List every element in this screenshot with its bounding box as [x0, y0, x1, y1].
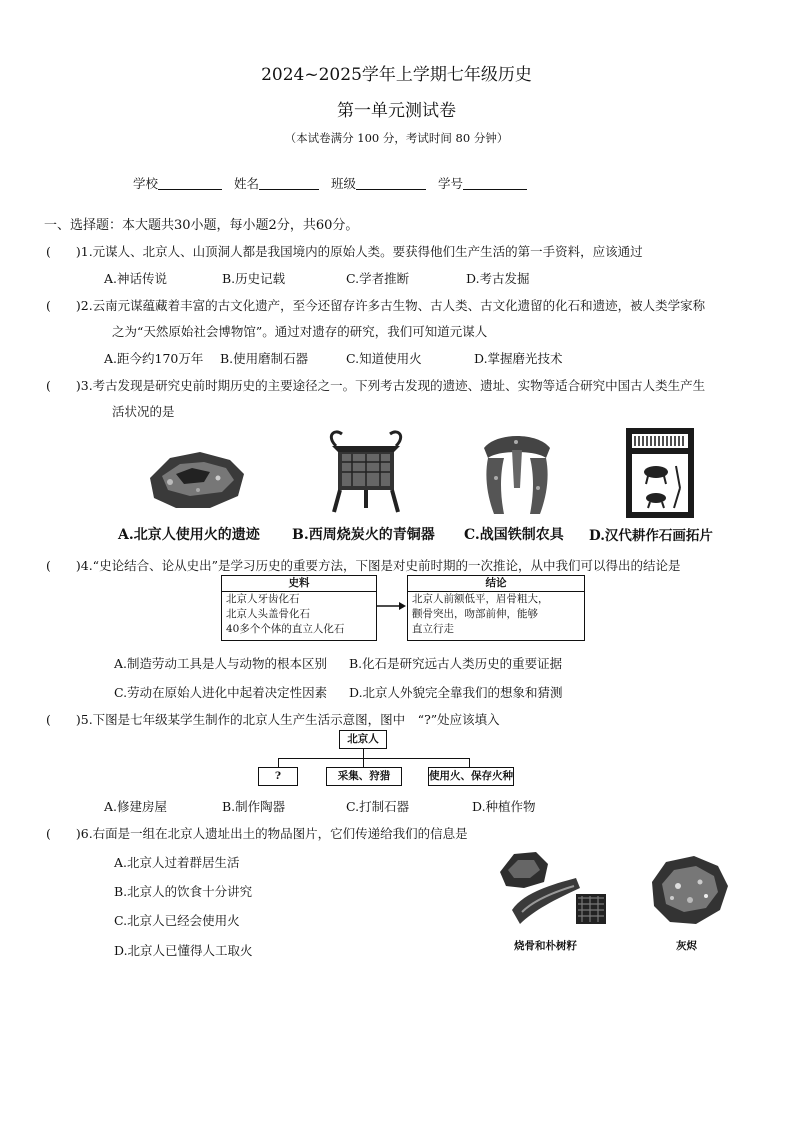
q3-stem-line1: ( )3.考古发现是研究史前时期历史的主要途径之一。下列考古发现的遗迹、遗址、实物等适合研究中国古人类生产生 [46, 378, 706, 393]
school-label: 学校 [133, 176, 159, 191]
name-blank[interactable] [259, 177, 319, 190]
fire-remains-image [140, 438, 252, 514]
q4-stem: ( )4.“史论结合、论从史出”是学习历史的重要方法，下图是对史前时期的一次推论，从中我们可以得出的结论是 [46, 558, 681, 573]
ash-caption: 灰烬 [676, 940, 697, 952]
q3-caption-d[interactable]: D.汉代耕作石画拓片 [589, 528, 713, 544]
exam-title: 2024~2025学年上学期七年级历史 [261, 65, 532, 85]
q2-option-b[interactable]: B.使用磨制石器 [220, 351, 309, 366]
q6-option-b[interactable]: B.北京人的饮食十分讲究 [114, 884, 253, 899]
ash-image [644, 852, 732, 932]
tree-fire-node: 使用火、保存火种 [428, 767, 514, 786]
tree-blank-node[interactable]: ? [258, 767, 298, 786]
q3-caption-b[interactable]: B.西周烧炭火的青铜器 [292, 527, 435, 543]
tree-connector [278, 758, 279, 767]
exam-note: （本试卷满分 100 分，考试时间 80 分钟） [284, 131, 509, 145]
number-blank[interactable] [463, 177, 527, 190]
conclusion-line-3: 直立行走 [412, 623, 454, 635]
q2-option-c[interactable]: C.知道使用火 [346, 351, 422, 366]
q5-option-d[interactable]: D.种植作物 [472, 799, 536, 814]
source-line-2: 北京人头盖骨化石 [226, 608, 310, 620]
q2-stem-line2: 之为“天然原始社会博物馆”。通过对遗存的研究，我们可知道元谋人 [112, 324, 488, 339]
source-line-1: 北京人牙齿化石 [226, 593, 300, 605]
section-heading: 一、选择题：本大题共30小题，每小题2分，共60分。 [44, 218, 359, 233]
q1-option-c[interactable]: C.学者推断 [346, 271, 410, 286]
q4-option-a[interactable]: A.制造劳动工具是人与动物的根本区别 [114, 656, 328, 671]
tree-gathering-node: 采集、狩猎 [326, 767, 402, 786]
conclusion-box-title: 结论 [408, 576, 584, 592]
q6-option-a[interactable]: A.北京人过着群居生活 [114, 855, 240, 870]
conclusion-line-1: 北京人前额低平，眉骨粗大， [412, 593, 549, 605]
tree-connector [363, 758, 364, 767]
q1-stem: ( )1.元谋人、北京人、山顶洞人都是我国境内的原始人类。要获得他们生产生活的第一手资料，应该通过 [46, 244, 643, 259]
q2-option-d[interactable]: D.掌握磨光技术 [474, 351, 563, 366]
conclusion-line-2: 颧骨突出，吻部前伸，能够 [412, 608, 538, 620]
q5-stem: ( )5.下图是七年级某学生制作的北京人生产生活示意图，图中 “?”处应该填入 [46, 712, 500, 727]
q6-option-d[interactable]: D.北京人已懂得人工取火 [114, 943, 253, 958]
q2-option-a[interactable]: A.距今约170万年 [104, 351, 204, 366]
school-blank[interactable] [158, 177, 222, 190]
q1-option-b[interactable]: B.历史记载 [222, 271, 286, 286]
info-fields [133, 174, 527, 192]
q4-option-d[interactable]: D.北京人外貌完全靠我们的想象和猜测 [349, 685, 563, 700]
q5-option-b[interactable]: B.制作陶器 [222, 799, 286, 814]
q1-option-a[interactable]: A.神话传说 [104, 271, 168, 286]
source-box-title: 史料 [222, 576, 376, 592]
number-label: 学号 [438, 176, 464, 191]
tree-root-node: 北京人 [339, 730, 387, 749]
q4-option-c[interactable]: C.劳动在原始人进化中起着决定性因素 [114, 685, 328, 700]
stone-rubbing-image [626, 428, 694, 518]
tree-connector [278, 758, 470, 759]
q6-stem: ( )6.右面是一组在北京人遗址出土的物品图片，它们传递给我们的信息是 [46, 826, 468, 841]
name-label: 姓名 [234, 176, 260, 191]
inference-arrow-icon [377, 600, 407, 612]
q4-option-b[interactable]: B.化石是研究远古人类历史的重要证据 [349, 656, 563, 671]
source-box [221, 575, 377, 641]
q5-option-a[interactable]: A.修建房屋 [104, 799, 168, 814]
q5-option-c[interactable]: C.打制石器 [346, 799, 410, 814]
burnt-bone-caption: 烧骨和朴树籽 [514, 940, 577, 952]
q1-option-d[interactable]: D.考古发掘 [466, 271, 530, 286]
iron-tool-image [476, 428, 558, 518]
q3-caption-a[interactable]: A.北京人使用火的遗迹 [118, 527, 260, 543]
bronze-brazier-image [322, 426, 410, 518]
burnt-bone-image [494, 848, 612, 934]
conclusion-box [407, 575, 585, 641]
class-label: 班级 [331, 176, 357, 191]
q6-option-c[interactable]: C.北京人已经会使用火 [114, 913, 240, 928]
class-blank[interactable] [356, 177, 426, 190]
q3-caption-c[interactable]: C.战国铁制农具 [464, 527, 564, 543]
q2-stem-line1: ( )2.云南元谋蕴藏着丰富的古文化遗产，至今还留存许多古生物、古人类、古文化遗留的化石和遗迹，被人类学家称 [46, 298, 706, 313]
source-line-3: 40多个个体的直立人化石 [226, 623, 345, 635]
exam-subtitle: 第一单元测试卷 [337, 101, 456, 121]
tree-connector [469, 758, 470, 767]
q3-stem-line2: 活状况的是 [112, 404, 175, 419]
